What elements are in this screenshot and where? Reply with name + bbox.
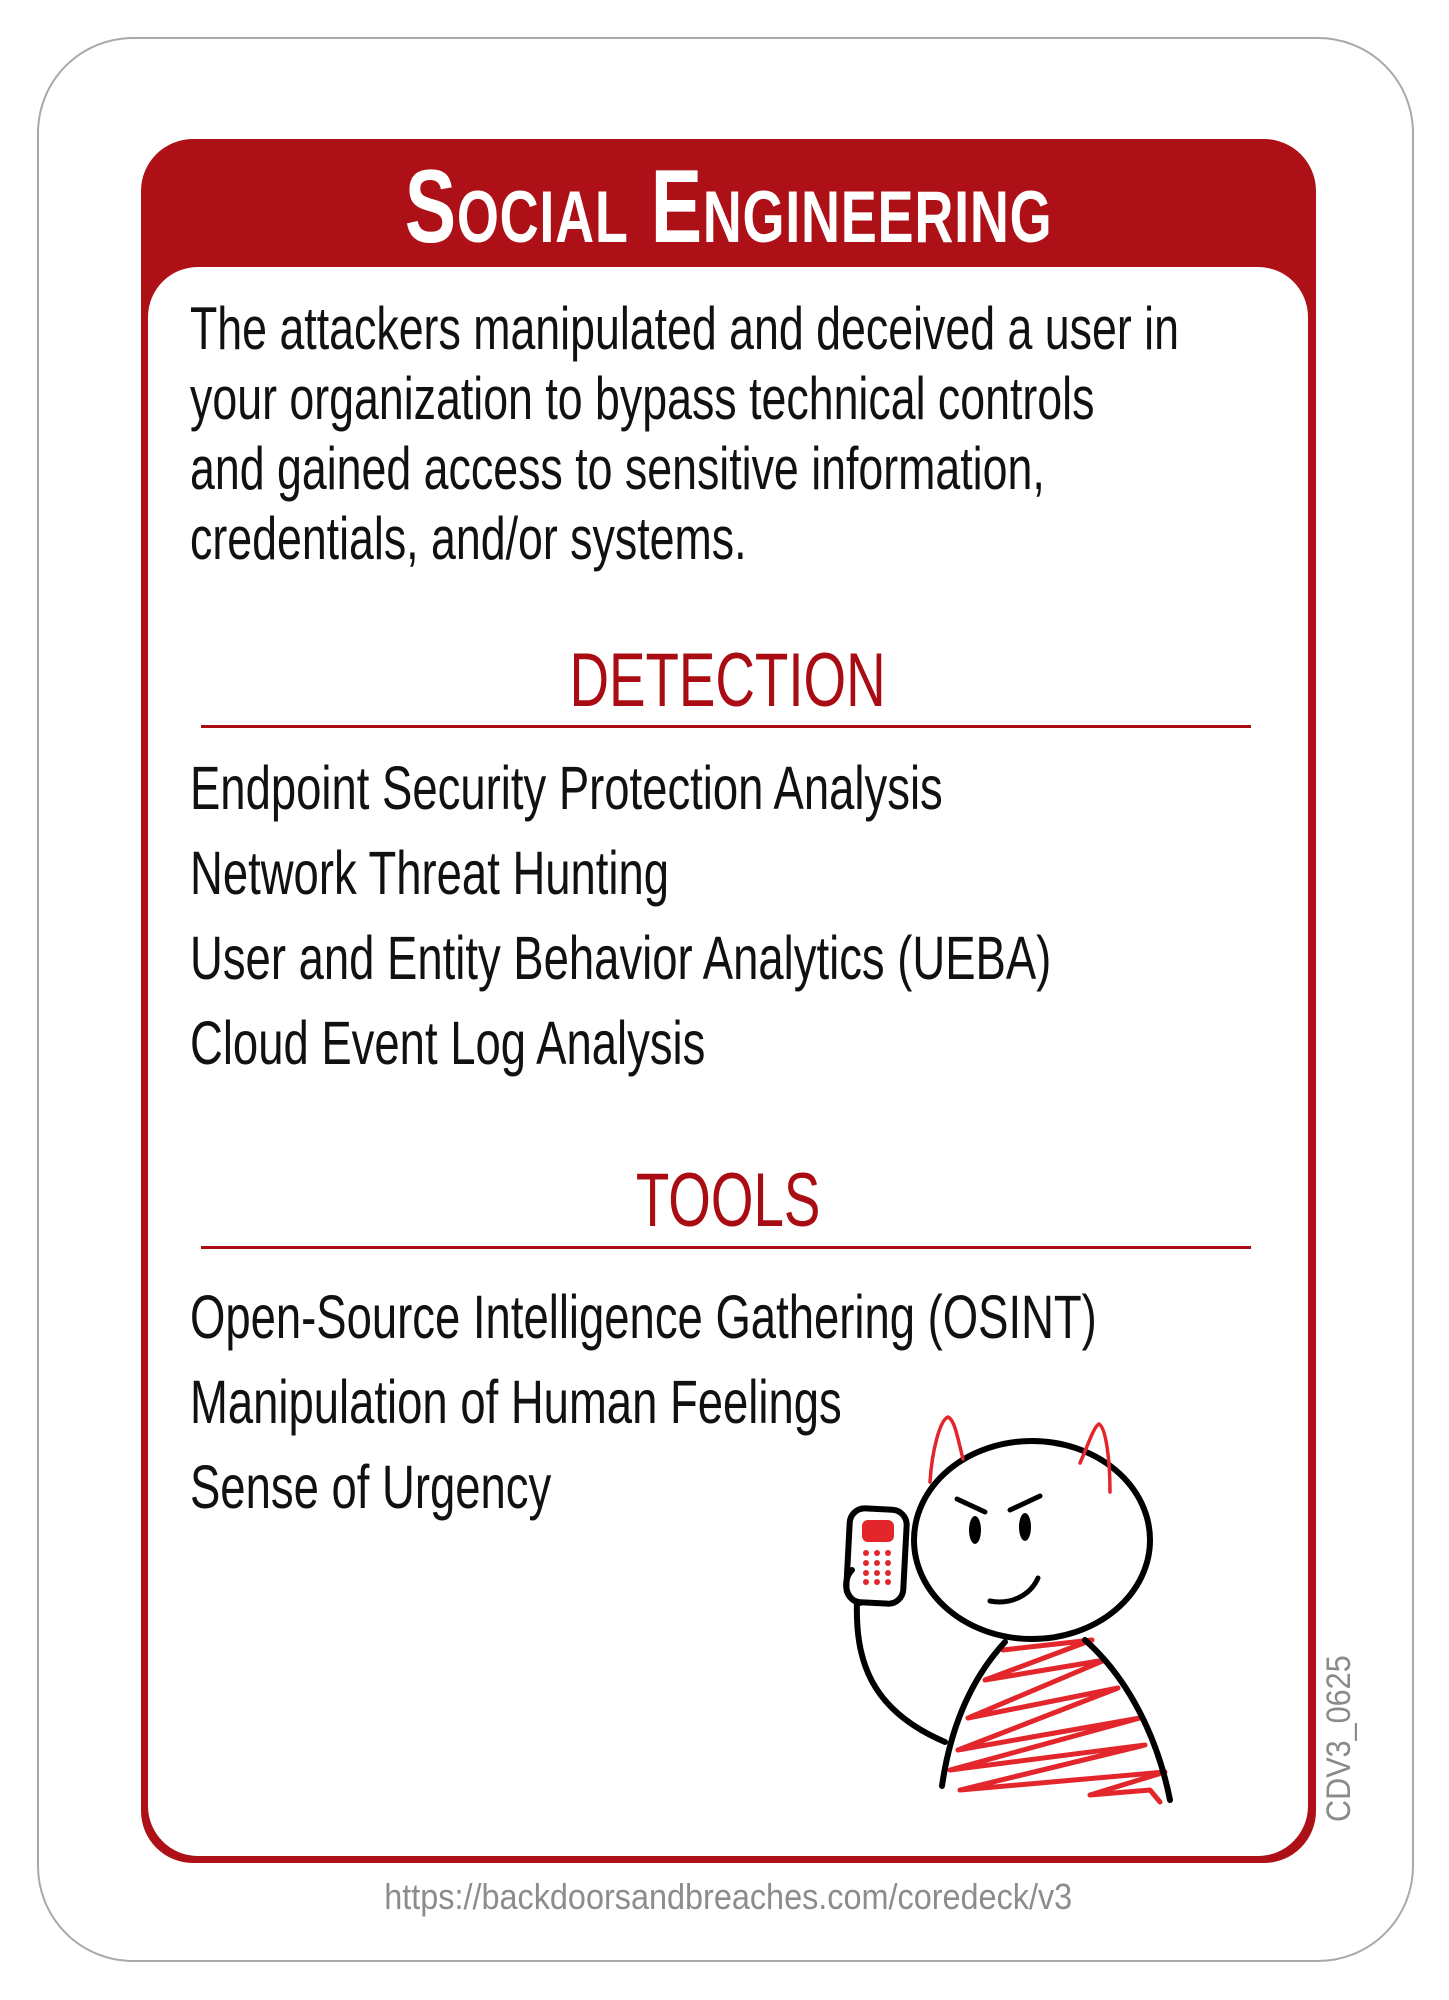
phone-screen: [862, 1520, 894, 1542]
shirt-scribble: [950, 1640, 1165, 1802]
tools-item: Sense of Urgency: [190, 1453, 552, 1521]
detection-heading: [148, 638, 1308, 723]
tools-heading: [148, 1158, 1308, 1243]
detection-item: Network Threat Hunting: [190, 839, 670, 907]
tools-heading-text: TOOLS: [635, 1158, 821, 1243]
description-line: your organization to bypass technical controls: [190, 365, 1095, 432]
card-title: [141, 139, 1316, 267]
card-code: [1322, 1637, 1356, 1822]
tools-divider: [201, 1246, 1251, 1249]
detection-divider: [201, 725, 1251, 728]
detection-list: [190, 746, 1051, 1086]
description-line: and gained access to sensitive information,: [190, 435, 1045, 502]
tools-item: Manipulation of Human Feelings: [190, 1368, 842, 1436]
detection-heading-text: DETECTION: [569, 638, 887, 723]
description-line: The attackers manipulated and deceived a user in: [190, 295, 1179, 362]
card-code-text: CDV3_0625: [1320, 1655, 1358, 1822]
detection-item: Endpoint Security Protection Analysis: [190, 754, 943, 822]
description-line: credentials, and/or systems.: [190, 505, 747, 572]
detection-item: Cloud Event Log Analysis: [190, 1009, 706, 1077]
card-title-text: Social Engineering: [404, 149, 1053, 265]
devil-character-on-phone-icon: [830, 1400, 1240, 1820]
card-url[interactable]: [148, 1876, 1308, 1918]
left-eye: [969, 1516, 981, 1544]
detection-item: User and Entity Behavior Analytics (UEBA): [190, 924, 1052, 992]
head-outline: [914, 1441, 1150, 1639]
tools-item: Open-Source Intelligence Gathering (OSINT): [190, 1283, 1097, 1351]
card-description: [190, 294, 1179, 574]
arm-outline: [857, 1600, 945, 1742]
right-eye: [1019, 1513, 1031, 1541]
card-url-text[interactable]: https://backdoorsandbreaches.com/coredeck/v3: [384, 1876, 1072, 1917]
